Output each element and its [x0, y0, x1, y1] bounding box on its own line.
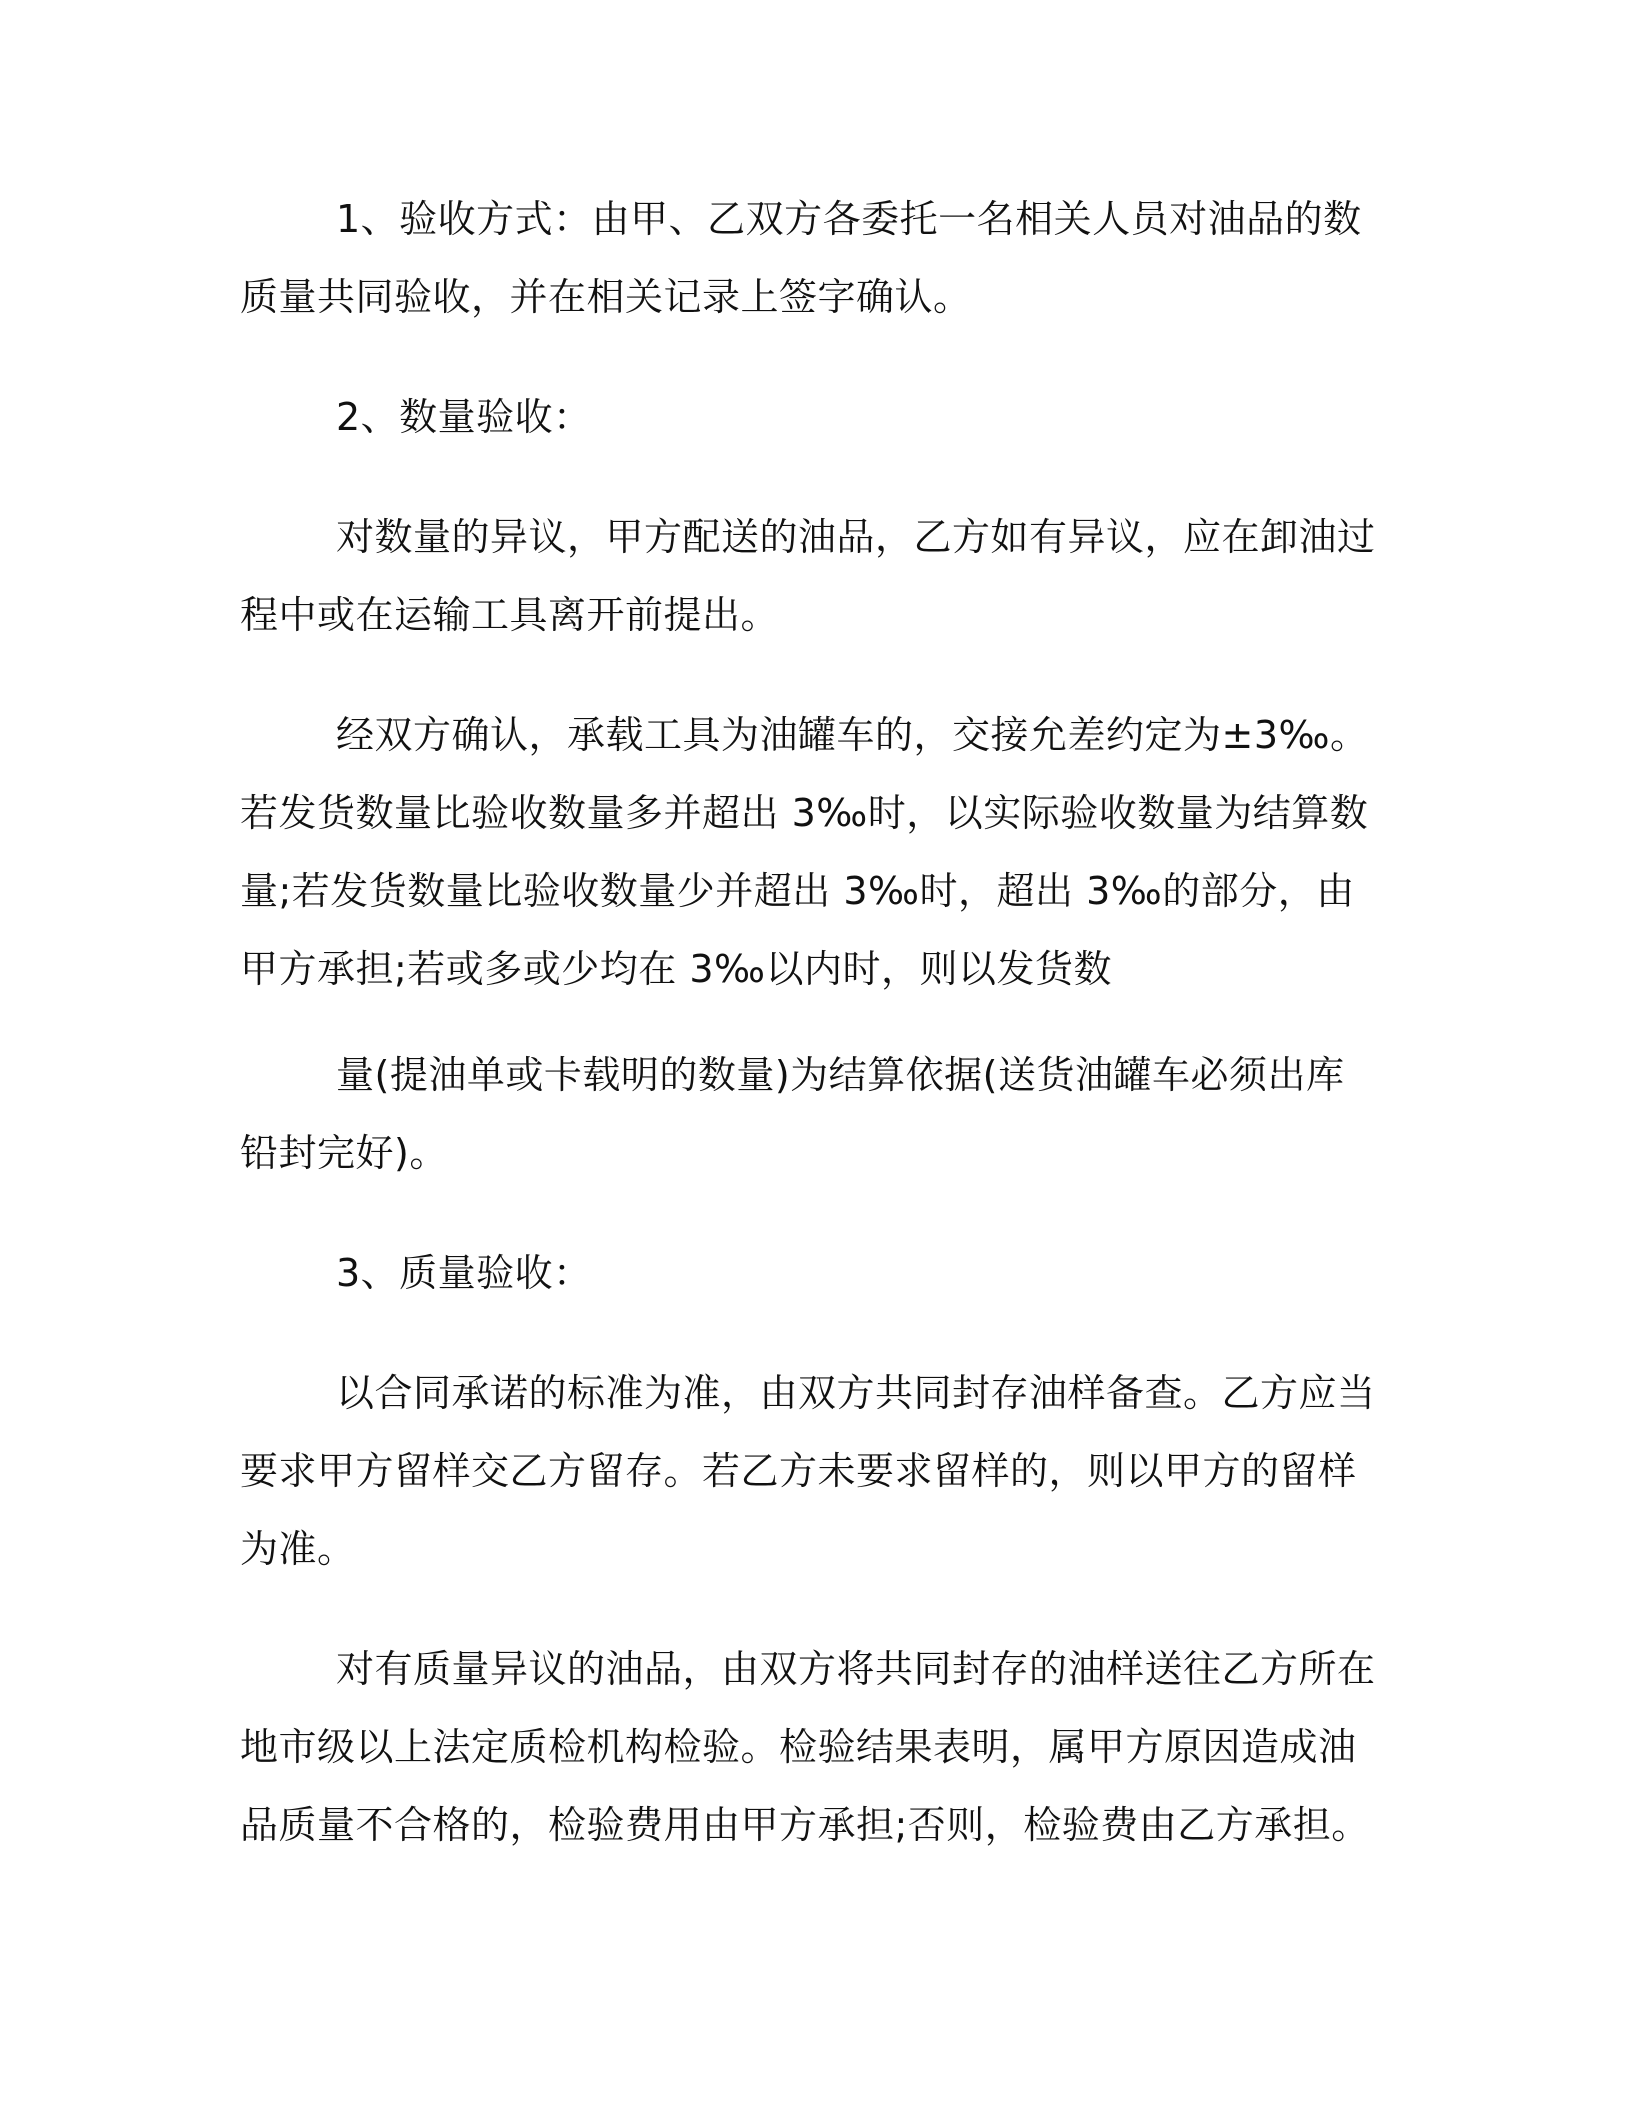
document-page	[240, 180, 1380, 1906]
paragraph-tolerance: 经双方确认，承载工具为油罐车的，交接允差约定为±3‰。若发货数量比验收数量多并超出 3‰时，以实际验收数量为结算数量;若发货数量比验收数量少并超出 3‰时，超出 3‰的部分，由甲方承担;若或多或少均在 3‰以内时，则以发货数	[240, 713, 1369, 991]
paragraph-quality-standard: 以合同承诺的标准为准，由双方共同封存油样备查。乙方应当要求甲方留样交乙方留存。若乙方未要求留样的，则以甲方的留样为准。	[240, 1371, 1376, 1571]
paragraph-acceptance-method: 1、验收方式：由甲、乙双方各委托一名相关人员对油品的数质量共同验收，并在相关记录上签字确认。	[240, 197, 1362, 319]
heading-quantity-acceptance: 2、数量验收：	[336, 395, 592, 439]
paragraph-quantity-objection: 对数量的异议，甲方配送的油品，乙方如有异议，应在卸油过程中或在运输工具离开前提出。	[240, 515, 1376, 637]
heading-quality-acceptance: 3、质量验收：	[336, 1251, 592, 1295]
paragraph-settlement-basis: 量(提油单或卡载明的数量)为结算依据(送货油罐车必须出库铅封完好)。	[240, 1053, 1345, 1175]
paragraph-quality-dispute: 对有质量异议的油品，由双方将共同封存的油样送往乙方所在地市级以上法定质检机构检验。检验结果表明，属甲方原因造成油品质量不合格的，检验费用由甲方承担;否则，检验费由乙方承担。	[240, 1647, 1376, 1847]
